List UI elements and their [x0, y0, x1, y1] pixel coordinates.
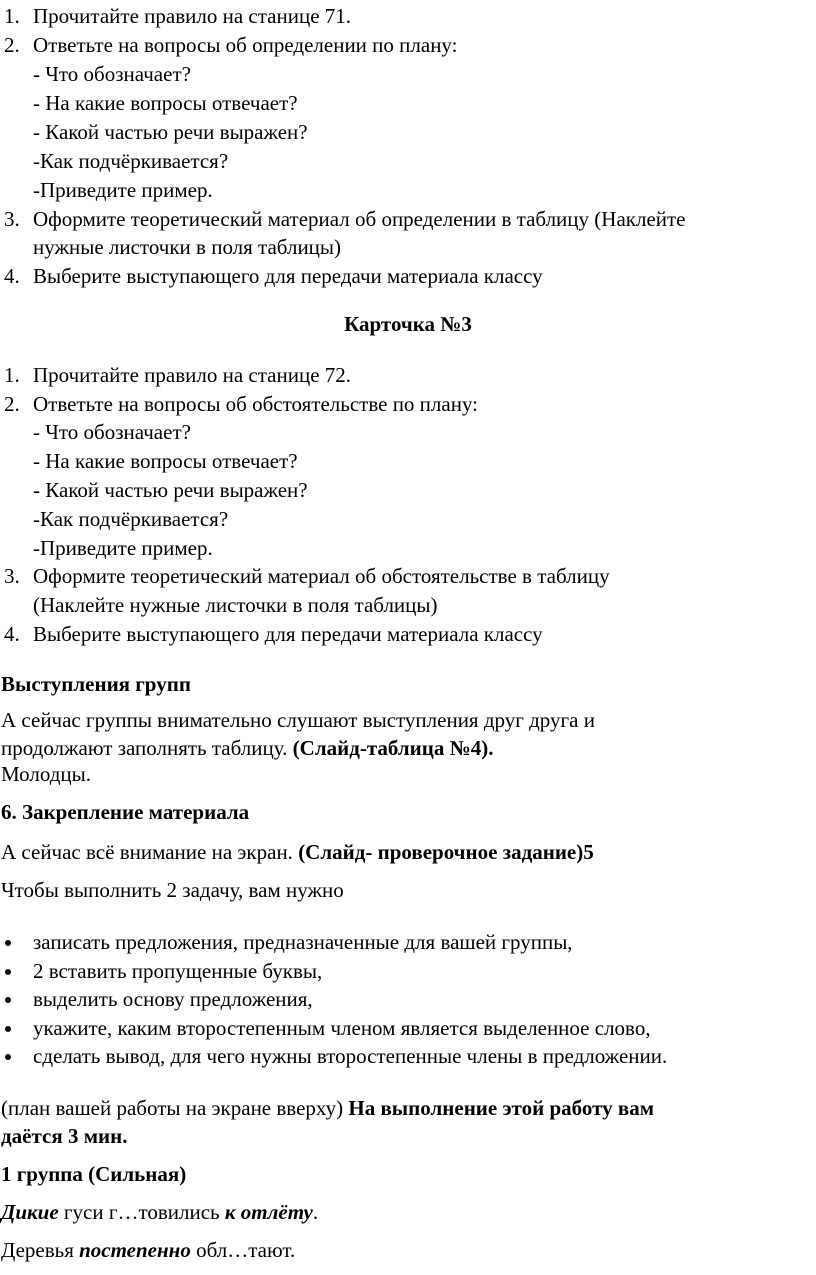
plan-line-2: даётся 3 мин. [1, 1124, 128, 1148]
slide-reference: (Слайд-таблица №4). [292, 736, 494, 760]
item-text: Ответьте на вопросы об обстоятельстве по плану: [33, 392, 479, 416]
groups-paragraph-line-2 [1, 734, 493, 762]
card2-sub-4: -Как подчёркивается? [33, 149, 229, 173]
section6-line-2: Чтобы выполнить 2 задачу, вам нужно [1, 878, 344, 902]
item-number: 2. [4, 33, 20, 57]
slide-reference: (Слайд- проверочное задание)5 [298, 840, 594, 864]
highlighted-word: к отлёту [224, 1200, 313, 1224]
groups-praise: Молодцы. [1, 762, 92, 786]
section6-line-1 [1, 838, 594, 866]
item-number: 3. [4, 564, 20, 588]
task-bullet-text: 2 вставить пропущенные буквы, [33, 959, 323, 983]
item-text: Ответьте на вопросы об определении по плану: [33, 33, 458, 57]
item-text: Прочитайте правило на станице 71. [33, 4, 352, 28]
item-number: 1. [4, 4, 20, 28]
group1-sentence-2 [1, 1236, 295, 1264]
highlighted-word: Дикие [1, 1200, 59, 1224]
card2-sub-1: - Что обозначает? [33, 62, 191, 86]
card3-title: Карточка №3 [344, 312, 472, 336]
bullet-icon [5, 1026, 11, 1032]
sentence-text: обл…тают. [190, 1238, 296, 1262]
sentence-text: гуси г…товились [58, 1200, 225, 1224]
card3-sub-3: - Какой частью речи выражен? [33, 478, 308, 502]
task-bullet-text: выделить основу предложения, [33, 987, 313, 1011]
plan-text: (план вашей работы на экране вверху) [1, 1096, 349, 1120]
item-text: Выберите выступающего для передачи материала классу [33, 264, 543, 288]
item-number: 4. [4, 264, 20, 288]
time-limit-text: На выполнение этой работу вам [348, 1096, 654, 1120]
item-text: Прочитайте правило на станице 72. [33, 363, 352, 387]
item-number: 4. [4, 622, 20, 646]
section6-line-1-text: А сейчас всё внимание на экран. [1, 840, 299, 864]
group1-heading: 1 группа (Сильная) [1, 1162, 187, 1186]
bullet-icon [5, 997, 11, 1003]
highlighted-word: постепенно [79, 1238, 191, 1262]
card3-sub-1: - Что обозначает? [33, 420, 191, 444]
plan-line-1 [1, 1094, 654, 1122]
bullet-icon [5, 969, 11, 975]
item-number: 3. [4, 207, 20, 231]
item-number: 1. [4, 363, 20, 387]
item-number: 2. [4, 392, 20, 416]
card3-sub-5: -Приведите пример. [33, 536, 213, 560]
group1-sentence-1 [1, 1198, 318, 1226]
groups-heading: Выступления групп [1, 672, 191, 696]
item-text: Оформите теоретический материал об определении в таблицу (Наклейте [33, 207, 686, 231]
card3-item-3-cont: (Наклейте нужные листочки в поля таблицы) [33, 593, 438, 617]
task-bullet-text: записать предложения, предназначенные для вашей группы, [33, 930, 573, 954]
card3-sub-2: - На какие вопросы отвечает? [33, 449, 298, 473]
sentence-text: . [312, 1200, 319, 1224]
item-text: Оформите теоретический материал об обстоятельстве в таблицу [33, 564, 610, 588]
section6-heading: 6. Закрепление материала [1, 800, 250, 824]
groups-paragraph-line-1: А сейчас группы внимательно слушают выступления друг друга и [1, 708, 595, 732]
groups-paragraph-text: продолжают заполнять таблицу. [1, 736, 293, 760]
card3-sub-4: -Как подчёркивается? [33, 507, 229, 531]
task-bullet-text: укажите, каким второстепенным членом является выделенное слово, [33, 1016, 651, 1040]
sentence-text: Деревья [1, 1238, 80, 1262]
card2-sub-2: - На какие вопросы отвечает? [33, 91, 298, 115]
bullet-icon [5, 1054, 11, 1060]
item-text: Выберите выступающего для передачи материала классу [33, 622, 543, 646]
card2-sub-5: -Приведите пример. [33, 178, 213, 202]
task-bullet-text: сделать вывод, для чего нужны второстепенные члены в предложении. [33, 1044, 668, 1068]
bullet-icon [5, 940, 11, 946]
card2-sub-3: - Какой частью речи выражен? [33, 120, 308, 144]
card2-item-3-cont: нужные листочки в поля таблицы) [33, 235, 342, 259]
